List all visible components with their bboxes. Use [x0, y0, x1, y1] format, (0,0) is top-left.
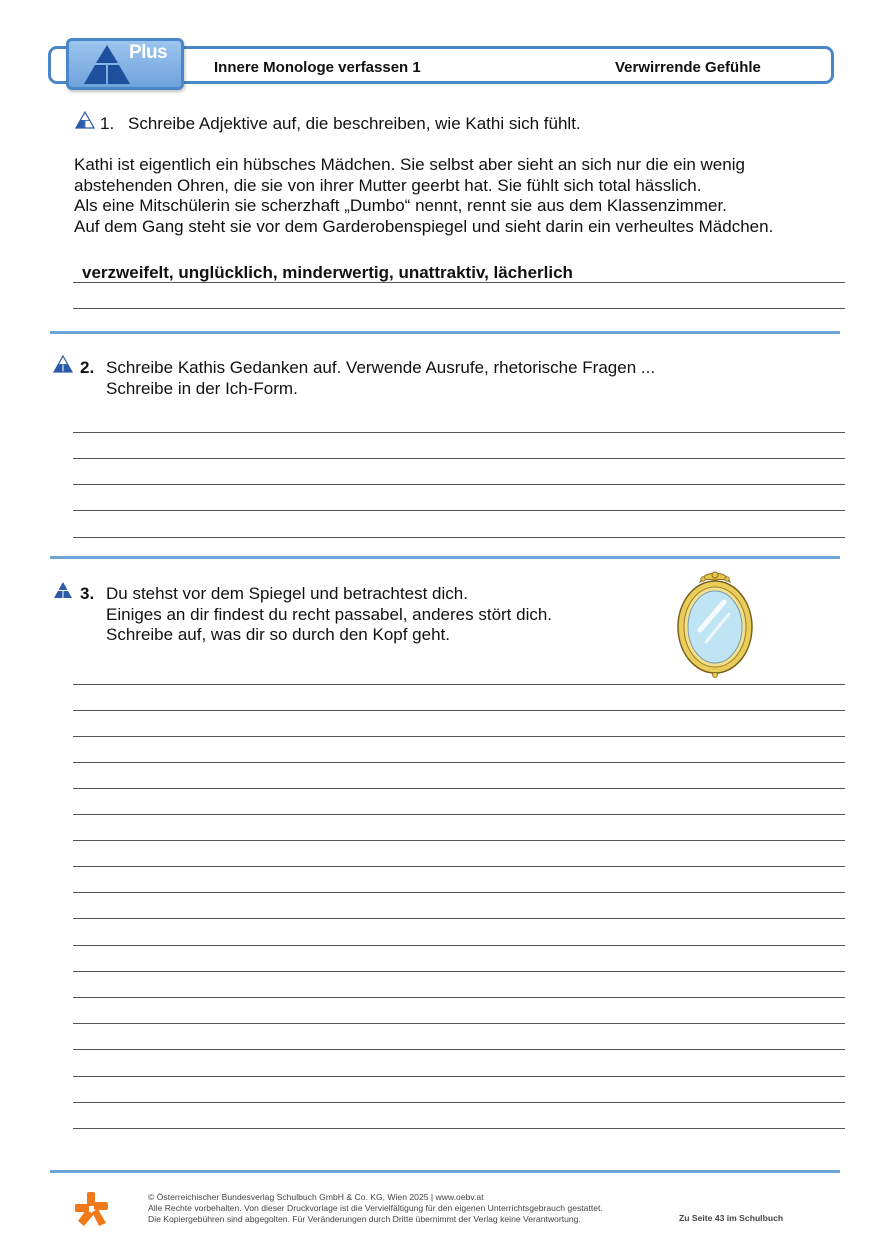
copyright-line: Die Kopiergebühren sind abgegolten. Für Veränderungen durch Dritte übernimmt der Verlag keine Verantwortung. — [148, 1214, 581, 1224]
writing-line — [73, 684, 845, 685]
writing-line — [73, 762, 845, 763]
task1-instruction: Schreibe Adjektive auf, die beschreiben, wie Kathi sich fühlt. — [128, 114, 581, 133]
plus-logo — [66, 38, 184, 90]
section-divider — [50, 556, 840, 559]
writing-line — [73, 814, 845, 815]
mirror-illustration — [672, 568, 758, 680]
writing-line — [73, 918, 845, 919]
worksheet-title: Innere Monologe verfassen 1 — [214, 59, 421, 76]
task1-number: 1. — [100, 114, 115, 133]
worksheet-topic: Verwirrende Gefühle — [615, 59, 761, 76]
writing-line — [73, 710, 845, 711]
task2-line: Schreibe Kathis Gedanken auf. Verwende Ausrufe, rhetorische Fragen ... — [106, 358, 656, 377]
writing-line — [73, 282, 845, 283]
task2-line: Schreibe in der Ich-Form. — [106, 378, 298, 398]
writing-line — [73, 866, 845, 867]
writing-line — [73, 840, 845, 841]
footer-divider — [50, 1170, 840, 1173]
writing-line — [73, 510, 845, 511]
logo-text: Plus — [129, 42, 168, 63]
task3-number: 3. — [80, 584, 95, 603]
writing-line — [73, 997, 845, 998]
writing-line — [73, 1076, 845, 1077]
writing-line — [73, 971, 845, 972]
writing-line — [73, 458, 845, 459]
difficulty-level-2-icon — [53, 355, 73, 373]
story-line: Auf dem Gang steht sie vor dem Garderobenspiegel und sieht darin ein verheultes Mädchen. — [74, 216, 774, 236]
writing-line — [73, 1049, 845, 1050]
task3-line: Einiges an dir findest du recht passabel, anderes stört dich. — [106, 604, 553, 624]
copyright-line: © Österreichischer Bundesverlag Schulbuch GmbH & Co. KG, Wien 2025 | www.oebv.at — [148, 1192, 484, 1202]
task2-number: 2. — [80, 358, 95, 377]
task1-answer: verzweifelt, unglücklich, minderwertig, unattraktiv, lächerlich — [82, 263, 573, 282]
story-line: abstehenden Ohren, die sie von ihrer Mutter geerbt hat. Sie fühlt sich total hässlich. — [74, 175, 702, 195]
writing-line — [73, 432, 845, 433]
writing-line — [73, 892, 845, 893]
story-line: Kathi ist eigentlich ein hübsches Mädchen. Sie selbst aber sieht an sich nur die ein wenig — [74, 155, 745, 174]
page-reference: Zu Seite 43 im Schulbuch — [679, 1213, 784, 1223]
writing-line — [73, 945, 845, 946]
section-divider — [50, 331, 840, 334]
writing-line — [73, 1023, 845, 1024]
story-paragraph — [74, 155, 854, 237]
writing-line — [73, 1128, 845, 1129]
writing-line — [73, 788, 845, 789]
copyright-line: Alle Rechte vorbehalten. Von dieser Druckvorlage ist die Vervielfältigung für den eigenen Unterrichtsgebrauch gestattet. — [148, 1203, 603, 1213]
writing-line — [73, 484, 845, 485]
footer-copyright — [148, 1192, 603, 1225]
writing-line — [73, 308, 845, 309]
task3-line: Du stehst vor dem Spiegel und betrachtest dich. — [106, 584, 468, 603]
writing-line — [73, 736, 845, 737]
task3-instruction — [106, 584, 552, 646]
story-line: Als eine Mitschülerin sie scherzhaft „Dumbo“ nennt, rennt sie aus dem Klassenzimmer. — [74, 196, 727, 215]
writing-line — [73, 537, 845, 538]
task2-instruction — [106, 358, 655, 399]
pyramid-icon — [83, 44, 131, 86]
oebv-logo-icon — [72, 1190, 110, 1228]
task3-line: Schreibe auf, was dir so durch den Kopf geht. — [106, 625, 450, 644]
difficulty-level-3-icon — [53, 581, 73, 599]
writing-line — [73, 1102, 845, 1103]
difficulty-level-1-icon — [75, 111, 95, 129]
